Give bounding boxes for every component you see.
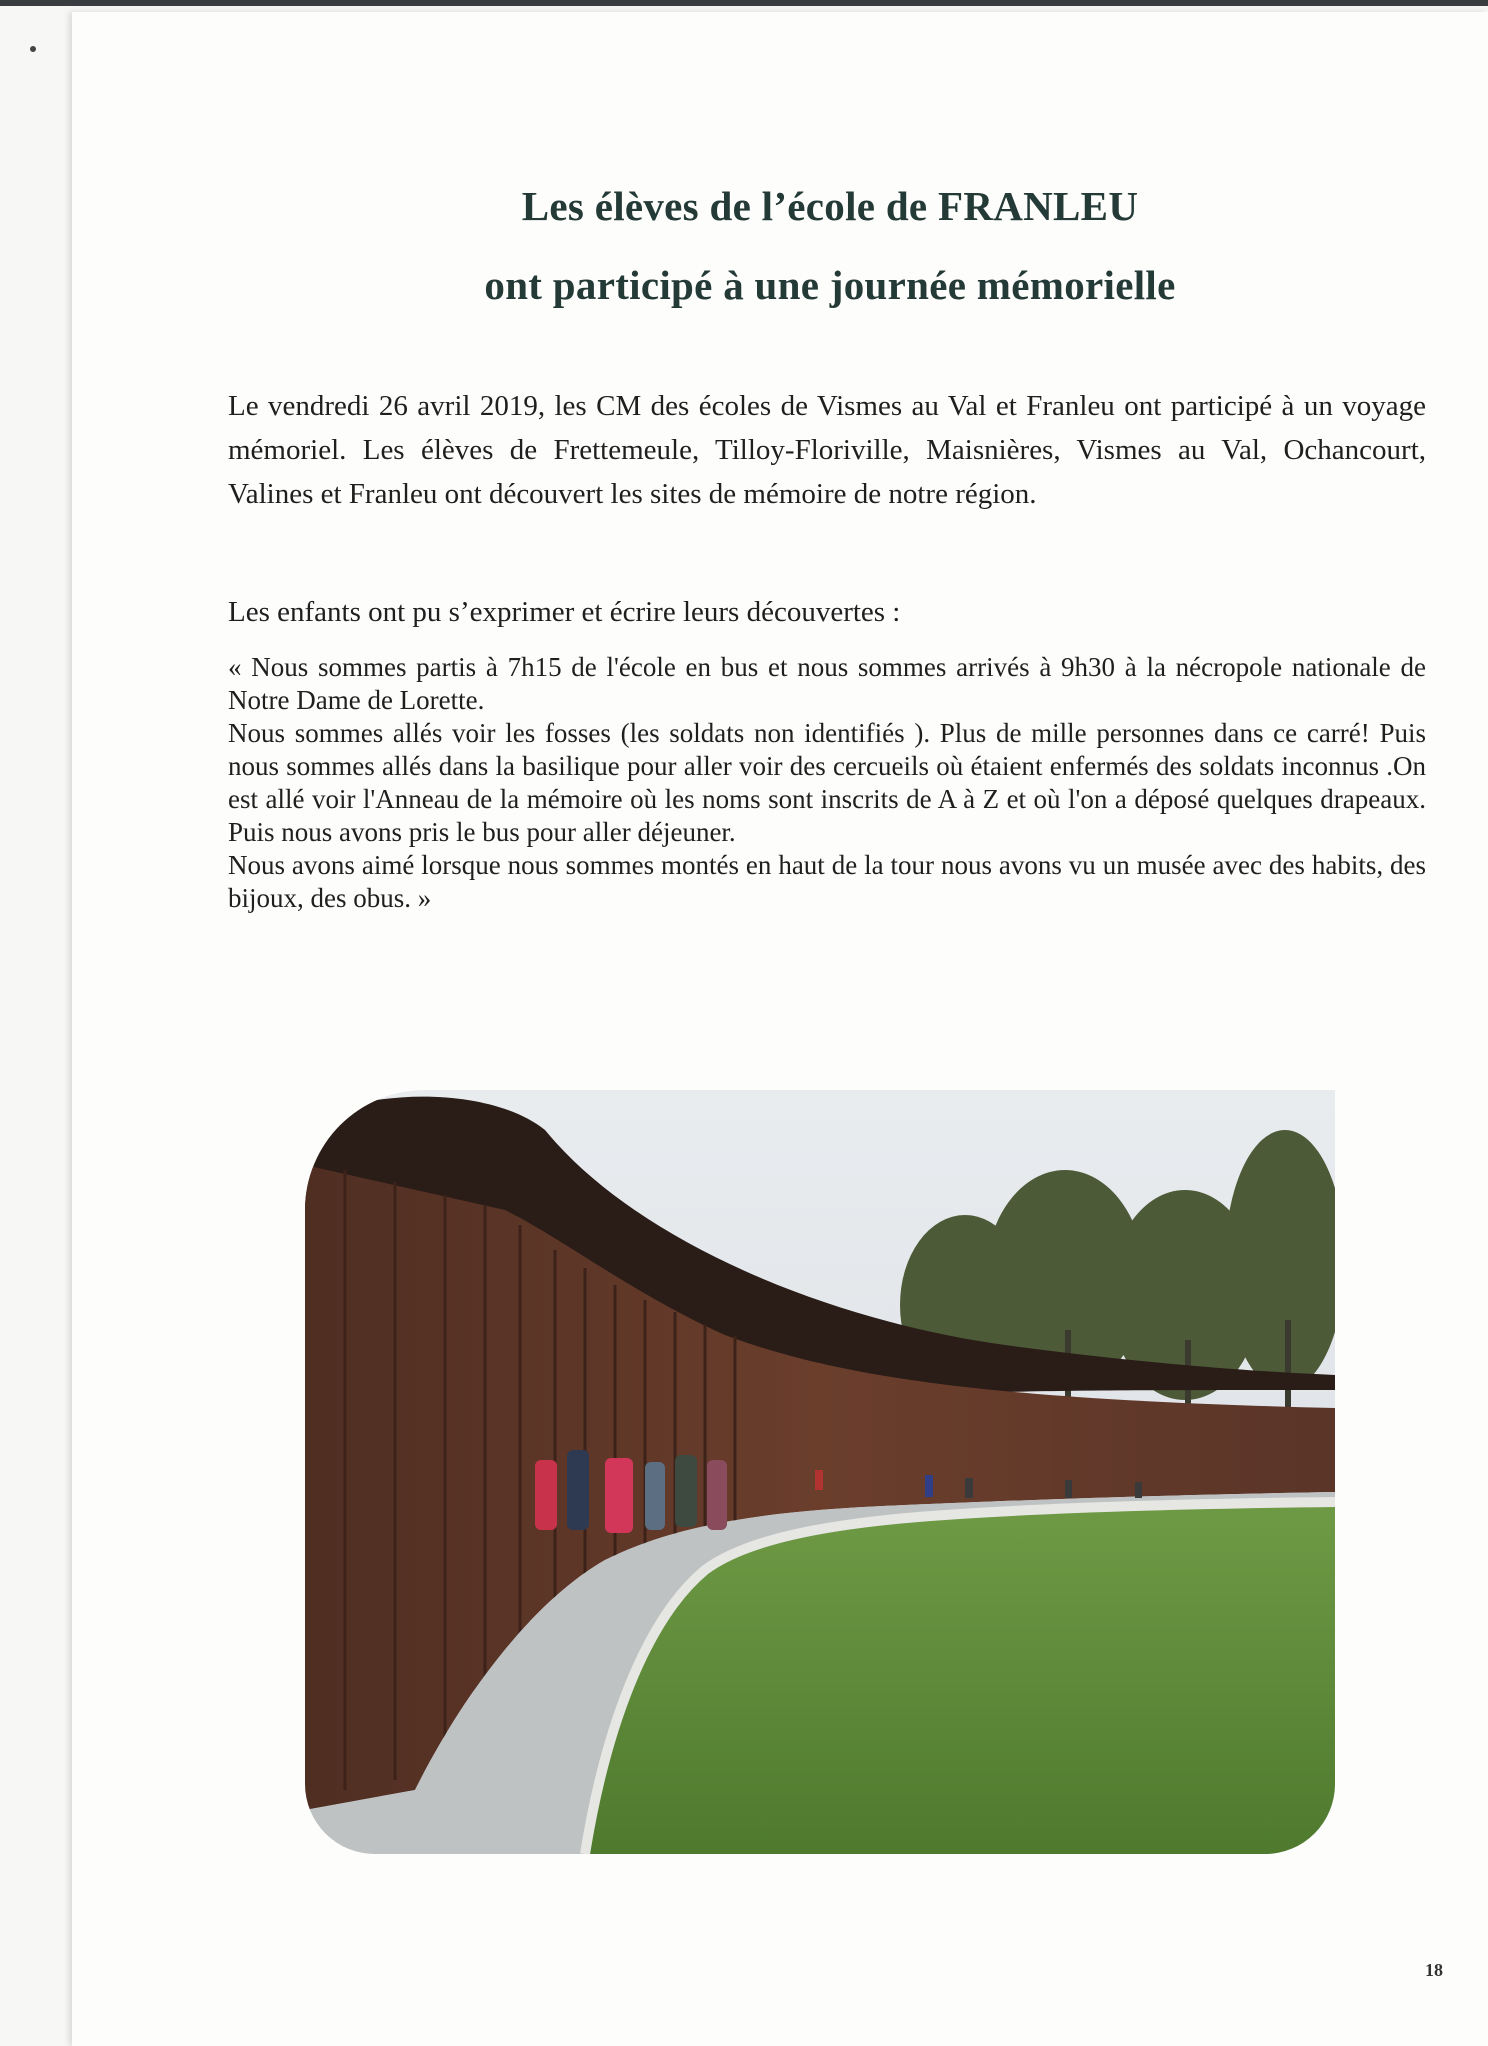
children-quote bbox=[228, 651, 1426, 915]
memorial-photo bbox=[305, 1090, 1335, 1854]
page-number: 18 bbox=[1425, 1960, 1443, 1980]
ring-of-memory-illustration bbox=[305, 1090, 1335, 1854]
scan-edge bbox=[0, 0, 1488, 6]
scan-dot bbox=[30, 46, 36, 52]
intro-paragraph: Le vendredi 26 avril 2019, les CM des écoles de Vismes au Val et Franleu ont participé à un voyage mémoriel. Les élèves de Frettemeule, Tilloy-Floriville, Maisnières, Vismes au Val, Ochancourt, Valines et Franleu ont découvert les sites de mémoire de notre région. bbox=[228, 390, 1426, 510]
quote-paragraph-3: Nous avons aimé lorsque nous sommes montés en haut de la tour nous avons vu un musée avec des habits, des bijoux, des obus. » bbox=[228, 850, 1426, 913]
quote-paragraph-1: « Nous sommes partis à 7h15 de l'école en bus et nous sommes arrivés à 9h30 à la nécropole nationale de Notre Dame de Lorette. bbox=[228, 652, 1426, 715]
quote-paragraph-2: Nous sommes allés voir les fosses (les soldats non identifiés ). Plus de mille personnes dans ce carré! Puis nous sommes allés dans la basilique pour aller voir des cercueils où étaient enfermés des soldats inconnus .On est allé voir l'Anneau de la mémoire où les noms sont inscrits de A à Z et où l'on a déposé quelques drapeaux. Puis nous avons pris le bus pour aller déjeuner. bbox=[228, 718, 1426, 847]
children-intro: Les enfants ont pu s’exprimer et écrire leurs découvertes : bbox=[228, 596, 901, 628]
page-title-line-1: Les élèves de l’école de FRANLEU bbox=[521, 183, 1139, 229]
page-title-line-2: ont participé à une journée mémorielle bbox=[484, 262, 1176, 308]
